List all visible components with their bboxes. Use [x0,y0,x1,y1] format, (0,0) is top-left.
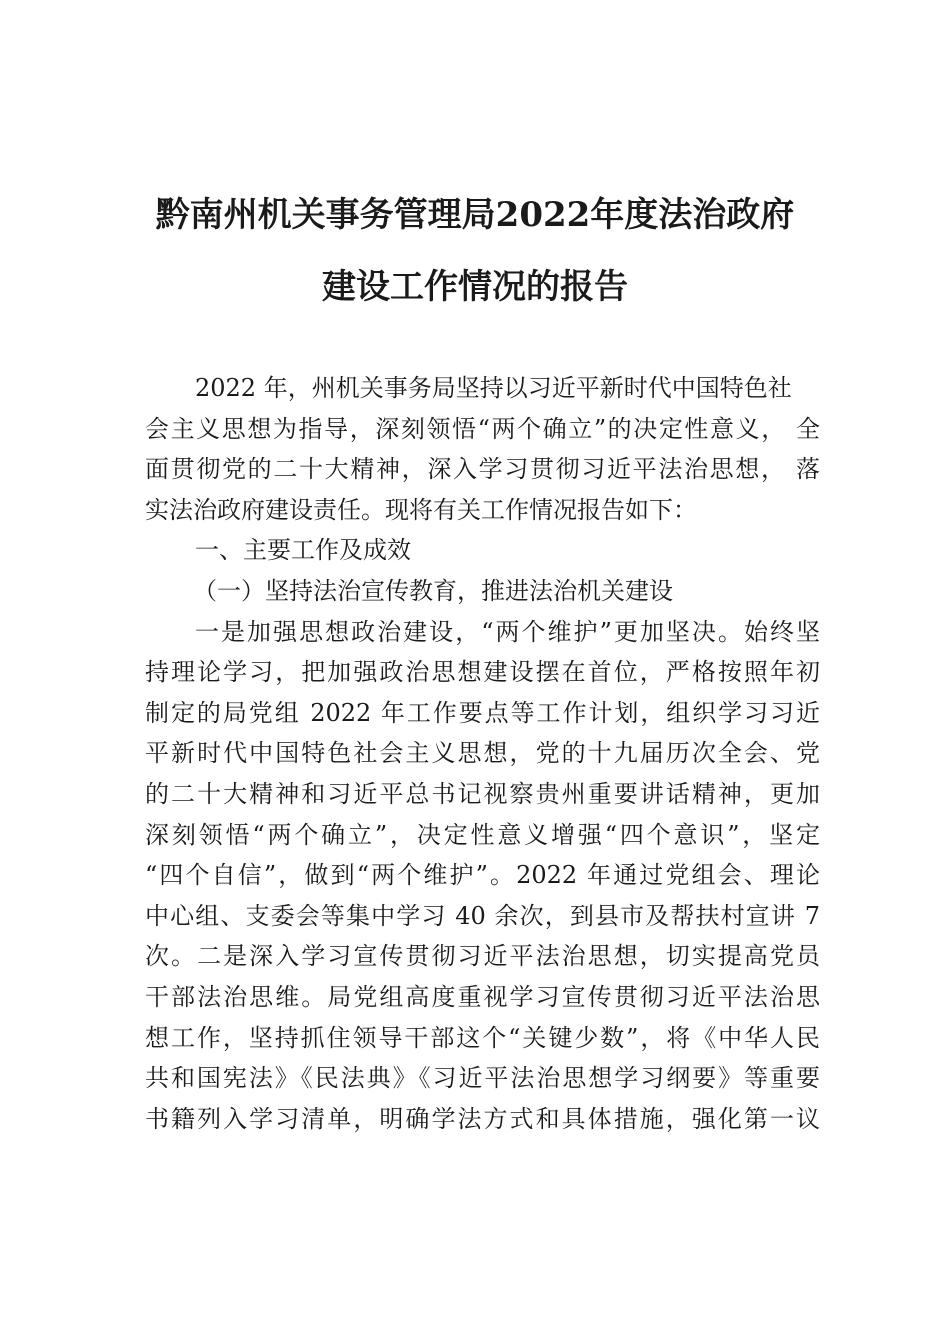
body-line-12: 深刻领悟“两个确立”，决定性意义增强“四个意识”，坚定 [145,820,820,849]
body-line-1: 2022 年，州机关事务局坚持以习近平新时代中国特色社 [195,374,792,402]
section-heading-1: 一、主要工作及成效 [195,536,411,565]
subsection-heading-1: （一）坚持法治宣传教育，推进法治机关建设 [193,576,673,605]
body-line-19: 书籍列入学习清单，明确学法方式和具体措施，强化第一议 [145,1104,820,1133]
body-line-8: 持理论学习，把加强政治思想建设摆在首位，严格按照年初 [145,658,820,687]
body-line-4: 实法治政府建设责任。现将有关工作情况报告如下： [145,495,697,524]
document-title-line-1: 黔南州机关事务管理局2022年度法治政府 [155,195,795,235]
body-line-2: 会主义思想为指导，深刻领悟“两个确立”的决定性意义， 全 [145,414,820,443]
body-line-11: 的二十大精神和习近平总书记视察贵州重要讲话精神，更加 [145,779,820,808]
document-title-line-2: 建设工作情况的报告 [322,267,628,307]
body-line-14: 中心组、支委会等集中学习 40 余次，到县市及帮扶村宣讲 7 [145,901,820,930]
body-line-17: 想工作，坚持抓住领导干部这个“关键少数”，将《中华人民 [145,1023,820,1052]
body-line-15: 次。二是深入学习宣传贯彻习近平法治思想，切实提高党员 [145,942,820,971]
body-line-10: 平新时代中国特色社会主义思想，党的十九届历次全会、党 [145,739,820,768]
body-line-16: 干部法治思维。局党组高度重视学习宣传贯彻习近平法治思 [145,982,820,1011]
body-line-3: 面贯彻党的二十大精神，深入学习贯彻习近平法治思想， 落 [145,455,820,484]
document-body [145,368,820,1139]
body-line-18: 共和国宪法》《民法典》《习近平法治思想学习纲要》等重要 [145,1064,820,1093]
body-line-13: “四个自信”，做到“两个维护”。2022 年通过党组会、理论 [145,861,820,890]
body-line-9: 制定的局党组 2022 年工作要点等工作计划，组织学习习近 [145,698,820,727]
body-line-7: 一是加强思想政治建设，“两个维护”更加坚决。始终坚 [195,617,820,646]
